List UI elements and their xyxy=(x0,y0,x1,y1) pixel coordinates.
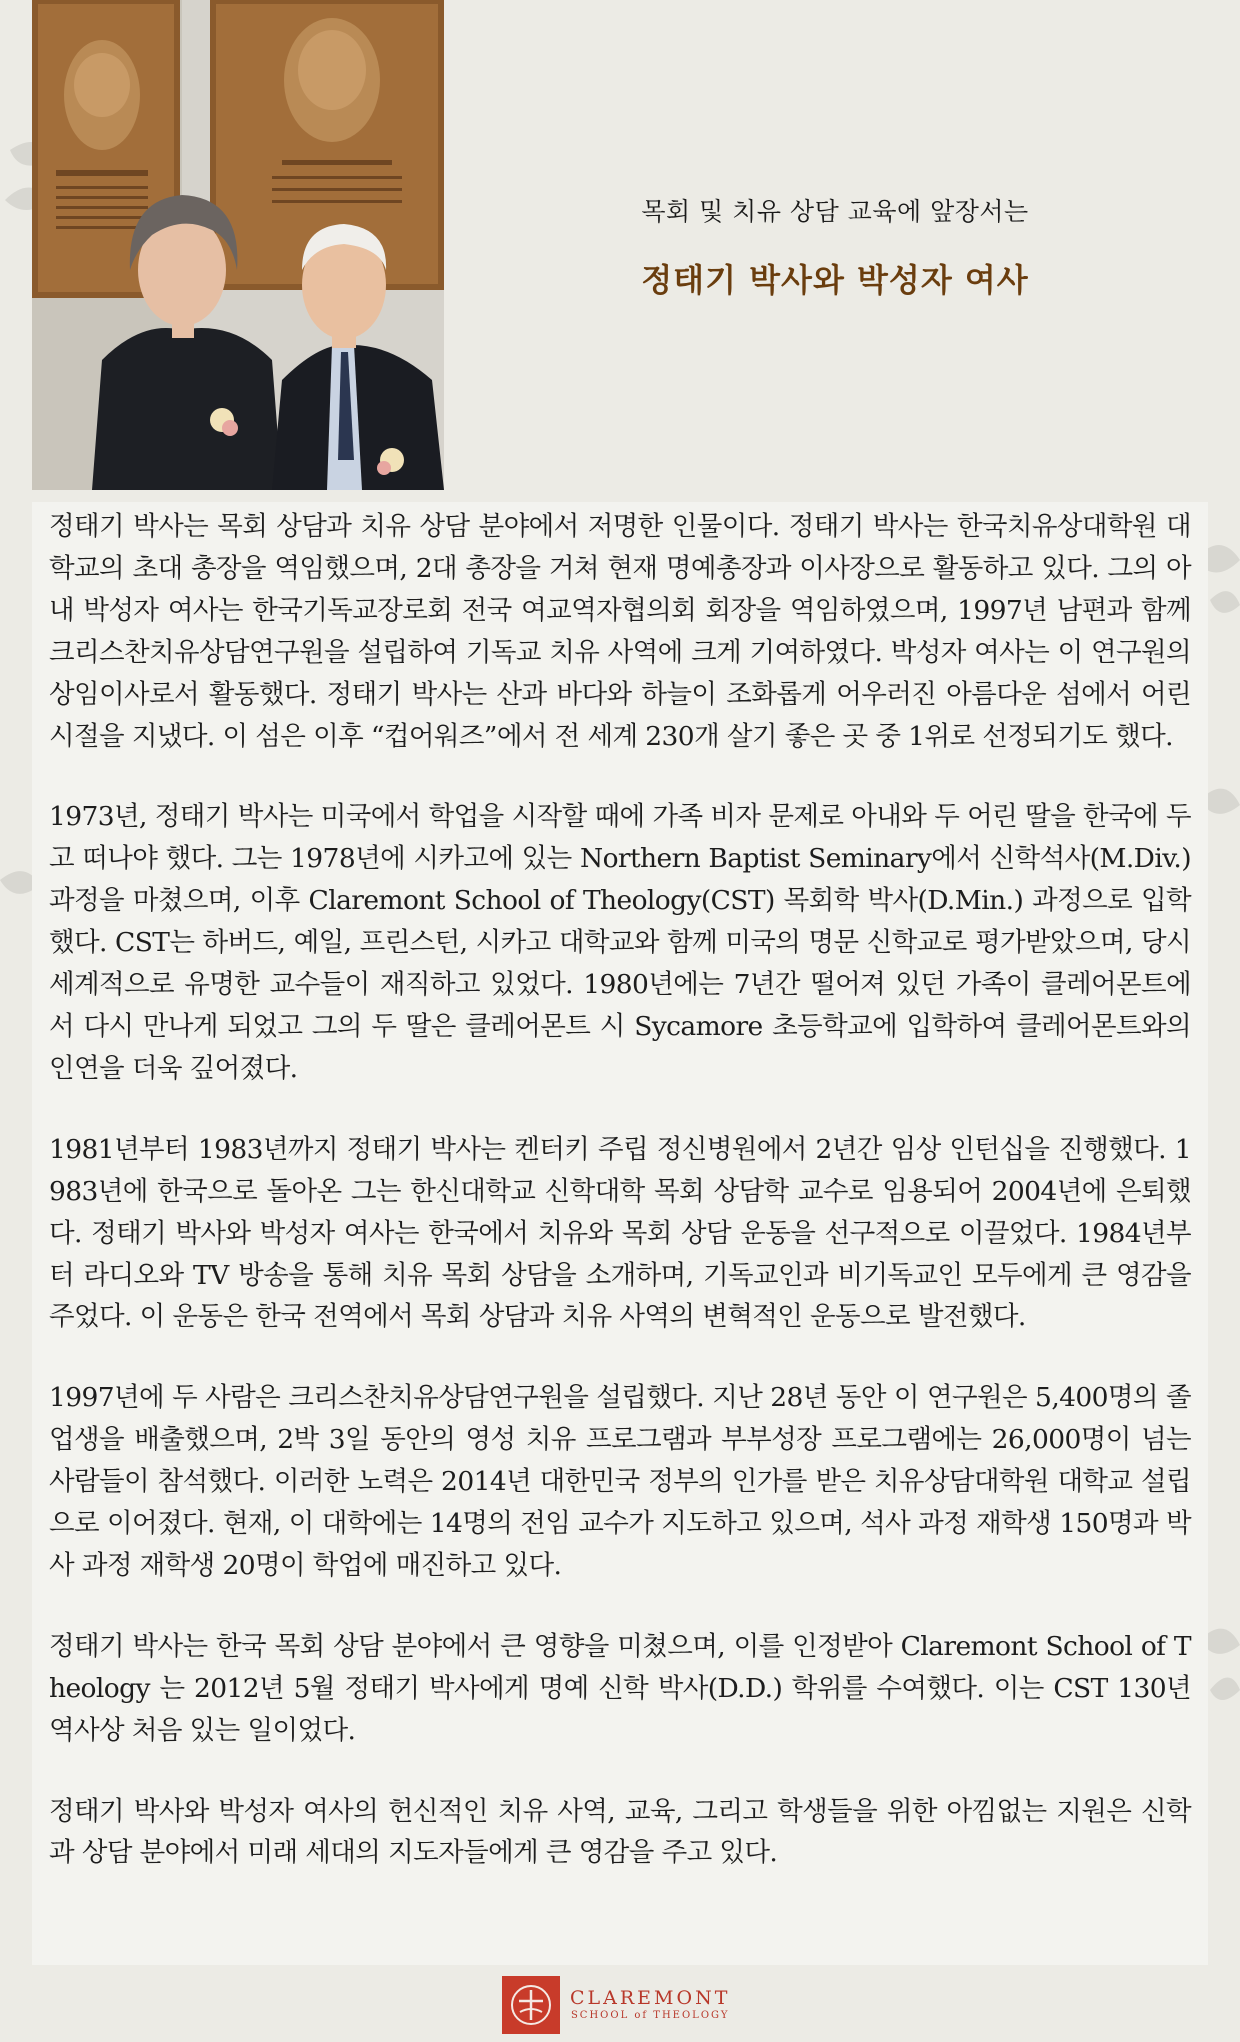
page-title: 정태기 박사와 박성자 여사 xyxy=(641,261,1029,299)
article-body xyxy=(32,502,1208,1965)
article-paragraph: 정태기 박사와 박성자 여사의 헌신적인 치유 사역, 교육, 그리고 학생들을 위한 아낌없는 지원은 신학과 상담 분야에서 미래 세대의 지도자들에게 큰 영감을 주고 있다. xyxy=(49,1795,1191,1869)
logo-subtitle: SCHOOL of THEOLOGY xyxy=(570,2010,730,2021)
article-paragraph: 1973년, 정태기 박사는 미국에서 학업을 시작할 때에 가족 비자 문제로 아내와 두 어린 딸을 한국에 두고 떠나야 했다. 그는 1978년에 시카고에 있는 Northern Baptist Seminary에서 신학석사(M.Div.) 과정을 마쳤으며, 이후 Claremont School of Theology(CST) 목회학 박사(D.Min.) 과정으로 입학했다. CST는 하버드, 예일, 프린스턴, 시카고 대학교와 함께 미국의 명문 신학교로 평가받았으며, 당시 세계적으로 유명한 교수들이 재직하고 있었다. 1980년에는 7년간 떨어져 있던 가족이 클레어몬트에서 다시 만나게 되었고 그의 두 딸은 클레어몬트 시 Sycamore 초등학교에 입학하여 클레어몬트와의 인연을 더욱 깊어졌다. xyxy=(49,801,1191,1084)
article-paragraph: 정태기 박사는 목회 상담과 치유 상담 분야에서 저명한 인물이다. 정태기 박사는 한국치유상대학원 대학교의 초대 총장을 역임했으며, 2대 총장을 거쳐 현재 명예총장과 이사장으로 활동하고 있다. 그의 아내 박성자 여사는 한국기독교장로회 전국 여교역자협의회 회장을 역임하였으며, 1997년 남편과 함께 크리스찬치유상담연구원을 설립하여 기독교 치유 사역에 크게 기여하였다. 박성자 여사는 이 연구원의 상임이사로서 활동했다. 정태기 박사는 산과 바다와 하늘이 조화롭게 어우러진 아름다운 섬에서 어린 시절을 지냈다. 이 섬은 이후 “컵어워즈”에서 전 세계 230개 살기 좋은 곳 중 1위로 선정되기도 했다. xyxy=(49,511,1191,752)
article-paragraph: 1981년부터 1983년까지 정태기 박사는 켄터키 주립 정신병원에서 2년간 임상 인턴십을 진행했다. 1983년에 한국으로 돌아온 그는 한신대학교 신학대학 목회 상담학 교수로 임용되어 2004년에 은퇴했다. 정태기 박사와 박성자 여사는 한국에서 치유와 목회 상담 운동을 선구적으로 이끌었다. 1984년부터 라디오와 TV 방송을 통해 치유 목회 상담을 소개하며, 기독교인과 비기독교인 모두에게 큰 영감을 주었다. 이 운동은 한국 전역에서 목회 상담과 치유 사역의 변혁적인 운동으로 발전했다. xyxy=(49,1133,1191,1333)
portrait-photo xyxy=(32,0,444,490)
claremont-logo xyxy=(502,1975,730,2035)
couple-photo-illustration xyxy=(32,0,444,490)
article-paragraph: 1997년에 두 사람은 크리스찬치유상담연구원을 설립했다. 지난 28년 동안 이 연구원은 5,400명의 졸업생을 배출했으며, 2박 3일 동안의 영성 치유 프로그램과 부부성장 프로그램에는 26,000명이 넘는 사람들이 참석했다. 이러한 노력은 2014년 대한민국 정부의 인가를 받은 치유상담대학원 대학교 설립으로 이어졌다. 현재, 이 대학에는 14명의 전임 교수가 지도하고 있으며, 석사 과정 재학생 150명과 박사 과정 재학생 20명이 학업에 매진하고 있다. xyxy=(49,1382,1191,1581)
logo-name: CLAREMONT xyxy=(570,1987,731,2009)
logo-wordmark xyxy=(570,1987,730,2023)
header-subtitle: 목회 및 치유 상담 교육에 앞장서는 xyxy=(641,197,1029,226)
article-paragraph: 정태기 박사는 한국 목회 상담 분야에서 큰 영향을 미쳤으며, 이를 인정받아 Claremont School of Theology 는 2012년 5월 정태기 박사에게 명예 신학 박사(D.D.) 학위를 수여했다. 이는 CST 130년 역사상 처음 있는 일이었다. xyxy=(49,1630,1191,1746)
cross-seal-icon xyxy=(502,1976,560,2034)
